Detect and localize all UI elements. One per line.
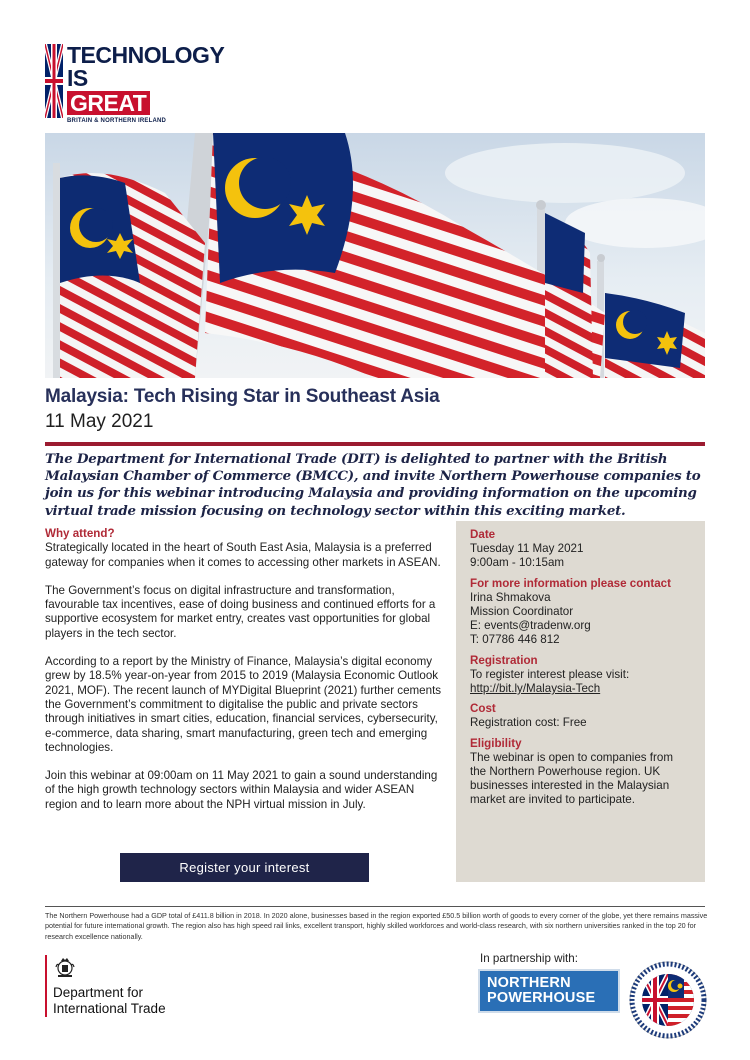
date-line-2: 9:00am - 10:15am xyxy=(470,556,565,570)
contact-role: Mission Coordinator xyxy=(470,605,574,619)
registration-text: To register interest please visit: xyxy=(470,667,630,681)
why-attend-section xyxy=(45,527,445,826)
date-heading: Date xyxy=(470,528,496,541)
event-title: Malaysia: Tech Rising Star in Southeast Asia xyxy=(45,386,440,407)
partner-label: In partnership with: xyxy=(480,952,578,965)
logo-subline: BRITAIN & NORTHERN IRELAND xyxy=(67,118,167,124)
event-date: 11 May 2021 xyxy=(45,411,154,432)
logo-line-great: GREAT xyxy=(67,91,150,115)
why-paragraph-1: Strategically located in the heart of South East Asia, Malaysia is a preferred gateway for companies when it comes to accessing other markets in ASEAN. xyxy=(45,541,441,569)
intro-paragraph: The Department for International Trade (DIT) is delighted to partner with the British Malaysian Chamber of Commerce (BMCC), and invite Northern Powerhouse companies to join us for this webinar introducing Malaysia and providing information on the upcoming virtual trade mission focusing on technology sector within this exciting market. xyxy=(45,451,701,519)
contact-email[interactable]: E: events@tradenw.org xyxy=(470,619,591,633)
eligibility-text: The webinar is open to companies from the Northern Powerhouse region. UK businesses interested in the Malaysian market are invited to participate. xyxy=(470,750,673,807)
contact-heading: For more information please contact xyxy=(470,576,671,590)
union-jack-icon xyxy=(45,44,63,118)
why-paragraph-3: According to a report by the Ministry of Finance, Malaysia’s digital economy grew by 18.5% year-on-year from 2015 to 2019 (Malaysia Economic Outlook 2021, MOF). The recent launch of MYDigital Blueprint (2021) further cements the Government’s commitment to digitalise the public and private sectors through initiatives in smart cities, education, financial services, cybersecurity, e-commerce, data sharing, smart manufacturing, green tech and emerging technologies. xyxy=(45,655,442,754)
dit-line-1: Department for xyxy=(53,985,144,1000)
contact-phone: T: 07786 446 812 xyxy=(470,633,560,647)
technology-is-great-logo xyxy=(45,44,235,130)
logo-line-technology: TECHNOLOGY xyxy=(67,42,225,68)
eligibility-heading: Eligibility xyxy=(470,736,522,750)
title-divider xyxy=(45,442,705,446)
northern-powerhouse-logo xyxy=(478,969,620,1013)
registration-link[interactable]: http://bit.ly/Malaysia-Tech xyxy=(470,682,601,696)
dit-logo xyxy=(45,955,225,1025)
footer-divider xyxy=(45,906,705,907)
royal-crest-icon xyxy=(53,955,77,979)
dit-line-2: International Trade xyxy=(53,1000,166,1016)
contact-name: Irina Shmakova xyxy=(470,590,551,604)
cost-heading: Cost xyxy=(470,702,496,716)
why-attend-heading: Why attend? xyxy=(45,527,115,540)
why-paragraph-4: Join this webinar at 09:00am on 11 May 2021 to gain a sound understanding of the high growth technology sectors within Malaysia and wider ASEAN region and to learn more about the NPH virtual mission in July. xyxy=(45,769,438,811)
why-paragraph-2: The Government’s focus on digital infrastructure and transformation, favourable tax incentives, ease of doing business and continued efforts for a supportive ecosystem for market entry, creates vast opportunities for global players in the tech sector. xyxy=(45,583,436,640)
np-line-1: NORTHERN xyxy=(487,975,571,991)
bmcc-seal-icon xyxy=(628,960,708,1040)
logo-line-is: IS xyxy=(67,65,88,91)
dit-red-bar xyxy=(45,955,47,1017)
event-info-box xyxy=(456,521,705,882)
np-line-2: POWERHOUSE xyxy=(487,990,596,1006)
footnote: The Northern Powerhouse had a GDP total of £411.8 billion in 2018. In 2020 alone, businesses based in the region exported £50.5 billion worth of goods to every corner of the globe, yet there remains massive potential for future international growth. The region also has high speed rail links, excellent transport, highly skilled workforces and world-class research, with six northern universities ranked in the top 20 for research excellence nationally. xyxy=(45,911,708,941)
register-interest-button[interactable]: Register your interest xyxy=(120,853,369,882)
date-line-1: Tuesday 11 May 2021 xyxy=(470,542,584,556)
cost-text: Registration cost: Free xyxy=(470,716,587,730)
malaysian-flags-photo xyxy=(45,133,705,378)
registration-heading: Registration xyxy=(470,653,538,667)
hero-image xyxy=(45,133,705,378)
